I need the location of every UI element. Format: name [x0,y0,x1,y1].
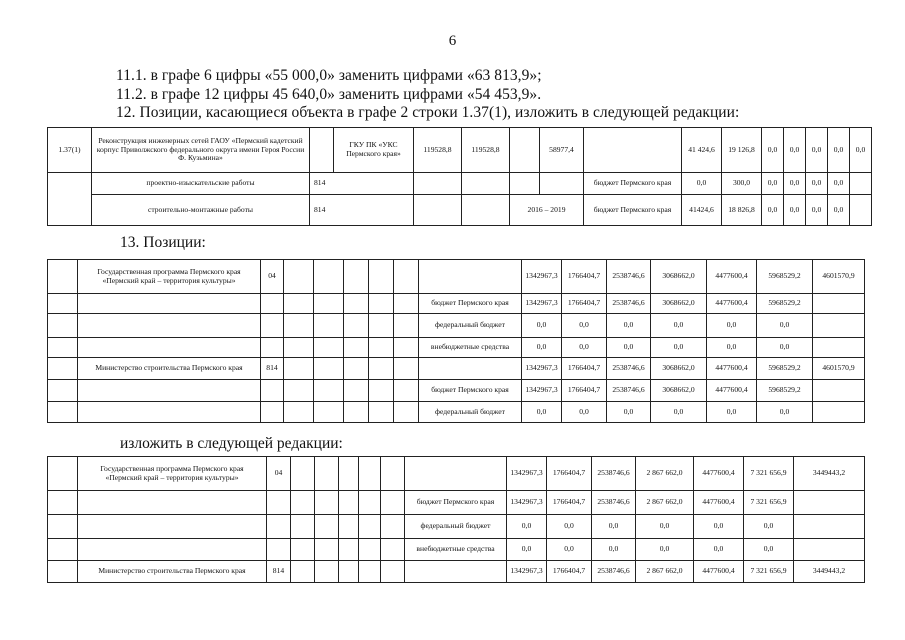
cell-value: 0,0 [806,195,828,226]
cell-value: 0,0 [828,173,850,195]
cell-value: 300,0 [722,173,762,195]
cell-value: 2 867 662,0 [636,561,694,583]
funding-source: федеральный бюджет [405,515,507,539]
cell-value: 0,0 [784,173,806,195]
program-code: 04 [261,260,284,294]
cell-value: 0,0 [547,515,592,539]
table-row [48,338,865,358]
page-number: 6 [448,33,457,49]
cell-value: 3449443,2 [794,561,865,583]
cell-value: 2538746,6 [592,561,636,583]
cell-value: 0,0 [607,314,651,338]
cell-value: 4601570,9 [813,358,865,380]
ministry-code: 814 [267,561,291,583]
cell-value: 0,0 [694,539,744,561]
paragraph-11-2: 11.2. в графе 12 цифры 45 640,0» заменить цифрами «54 453,9». [116,86,542,103]
cell-value: 0,0 [806,173,828,195]
cell-code: 814 [310,173,414,195]
cell-value: 0,0 [651,314,707,338]
object-table [47,127,872,226]
table-row [48,402,865,423]
cell-value: 1766404,7 [547,457,592,491]
funding-source: бюджет Пермского края [419,294,522,314]
cell-value [794,491,865,515]
cell-value: 2538746,6 [592,457,636,491]
ministry-name: Министерство строительства Пермского края [78,358,261,380]
table-row [48,380,865,402]
cell-value: 0,0 [507,539,547,561]
cell-value: 2538746,6 [607,294,651,314]
cell-value: 0,0 [762,195,784,226]
cell-value: 7 321 656,9 [744,491,794,515]
cell-value: 4477600,4 [707,380,757,402]
cell-value: 1342967,3 [522,358,562,380]
cell-value: 1766404,7 [562,260,607,294]
period: 2016 – 2019 [510,195,584,226]
cell-value: 58977,4 [540,128,584,173]
cell-value: 1766404,7 [547,491,592,515]
cell-value: 0,0 [762,173,784,195]
cell-value: 0,0 [562,338,607,358]
cell-value: 5968529,2 [757,260,813,294]
cell-value: 5968529,2 [757,294,813,314]
table-row [48,515,865,539]
cell-value: 5968529,2 [757,358,813,380]
program-name: Государственная программа Пермского края «Пермский край – территория культуры» [78,260,261,294]
cell-value: 1342967,3 [507,457,547,491]
customer-name: ГКУ ПК «УКС Пермского края» [334,128,414,173]
table-row [48,457,865,491]
cell-value: 2 867 662,0 [636,457,694,491]
cell-value: 4477600,4 [707,294,757,314]
paragraph-12: 12. Позиции, касающиеся объекта в графе 2 строки 1.37(1), изложить в следующей редакции: [116,104,740,121]
cell-value [813,380,865,402]
table-row [48,358,865,380]
cell-value: 0,0 [828,195,850,226]
funding-source: бюджет Пермского края [584,195,682,226]
cell-value: 1342967,3 [522,260,562,294]
cell-value [794,539,865,561]
funding-source [405,457,507,491]
cell-value: 0,0 [651,402,707,423]
old-program-table [47,259,865,423]
funding-source: внебюджетные средства [405,539,507,561]
table-row [48,195,872,226]
cell-value [813,338,865,358]
cell-value: 2538746,6 [607,380,651,402]
cell-value: 0,0 [522,402,562,423]
funding-source [405,561,507,583]
cell-value: 1342967,3 [507,561,547,583]
cell-value: 4477600,4 [694,457,744,491]
cell-value: 1766404,7 [562,358,607,380]
cell-value: 0,0 [507,515,547,539]
cell-value: 2 867 662,0 [636,491,694,515]
table-row [48,128,872,173]
cell-value: 3068662,0 [651,294,707,314]
cell-value: 0,0 [762,128,784,173]
cell-value: 18 826,8 [722,195,762,226]
cell-value: 0,0 [607,402,651,423]
new-program-table [47,456,865,583]
funding-source [419,260,522,294]
table-row [48,561,865,583]
cell-value: 0,0 [784,195,806,226]
ministry-name: Министерство строительства Пермского края [78,561,267,583]
cell-value: 1342967,3 [522,294,562,314]
table-row [48,314,865,338]
heading-13: 13. Позиции: [120,234,206,251]
cell-value: 2538746,6 [592,491,636,515]
cell-value: 0,0 [682,173,722,195]
cell-value: 0,0 [651,338,707,358]
ministry-code: 814 [261,358,284,380]
funding-source: бюджет Пермского края [405,491,507,515]
cell-value [813,314,865,338]
funding-source: внебюджетные средства [419,338,522,358]
cell-value: 119528,8 [414,128,462,173]
cell-value: 41424,6 [682,195,722,226]
cell-value: 0,0 [607,338,651,358]
cell-code: 814 [310,195,414,226]
table-row [48,260,865,294]
cell-value: 2538746,6 [607,358,651,380]
funding-source [419,358,522,380]
cell-value: 3068662,0 [651,380,707,402]
cell-value: 0,0 [522,338,562,358]
cell-value: 0,0 [694,515,744,539]
table-row [48,491,865,515]
cell-value: 1766404,7 [562,380,607,402]
cell-value: 0,0 [828,128,850,173]
cell-value: 0,0 [547,539,592,561]
program-name: Государственная программа Пермского края «Пермский край – территория культуры» [78,457,267,491]
cell-value: 7 321 656,9 [744,457,794,491]
object-name: Реконструкция инженерных сетей ГАОУ «Пермский кадетский корпус Приволжского федерального округа имени Героя России Ф. Кузьмина» [92,128,310,173]
heading-new-edition: изложить в следующей редакции: [120,435,343,452]
table-row [48,294,865,314]
cell-value: 0,0 [562,314,607,338]
row-number: 1.37(1) [48,128,92,173]
cell-value: 2538746,6 [607,260,651,294]
cell-value: 0,0 [562,402,607,423]
cell-value: 4477600,4 [694,491,744,515]
cell-value: 0,0 [744,515,794,539]
cell-value: 3449443,2 [794,457,865,491]
cell-value [813,294,865,314]
cell-value: 1342967,3 [522,380,562,402]
cell-value: 0,0 [744,539,794,561]
cell-value [813,402,865,423]
funding-source: бюджет Пермского края [584,173,682,195]
cell-value: 119528,8 [462,128,510,173]
cell-value: 1342967,3 [507,491,547,515]
subrow-name: строительно-монтажные работы [92,195,310,226]
funding-source: федеральный бюджет [419,314,522,338]
cell-value: 0,0 [757,314,813,338]
funding-source: федеральный бюджет [419,402,522,423]
cell-value: 0,0 [636,539,694,561]
cell-value: 4477600,4 [694,561,744,583]
cell-value: 0,0 [592,515,636,539]
cell-value: 0,0 [784,128,806,173]
table-row [48,173,872,195]
program-code: 04 [267,457,291,491]
cell-value: 0,0 [522,314,562,338]
table-row [48,539,865,561]
cell-value: 0,0 [850,128,872,173]
cell-value: 0,0 [806,128,828,173]
cell-value: 3068662,0 [651,260,707,294]
cell-value [794,515,865,539]
cell-value: 0,0 [636,515,694,539]
cell-value: 5968529,2 [757,380,813,402]
cell-value: 0,0 [757,338,813,358]
cell-value: 1766404,7 [562,294,607,314]
cell-value: 0,0 [757,402,813,423]
cell-value: 41 424,6 [682,128,722,173]
funding-source: бюджет Пермского края [419,380,522,402]
cell-value: 4477600,4 [707,358,757,380]
cell-value: 0,0 [592,539,636,561]
cell-value: 0,0 [707,402,757,423]
cell-value: 7 321 656,9 [744,561,794,583]
cell-value: 0,0 [707,314,757,338]
paragraph-11-1: 11.1. в графе 6 цифры «55 000,0» заменить цифрами «63 813,9»; [116,67,542,84]
cell-value: 3068662,0 [651,358,707,380]
cell-value: 19 126,8 [722,128,762,173]
cell-value: 4601570,9 [813,260,865,294]
cell-value: 4477600,4 [707,260,757,294]
subrow-name: проектно-изыскательские работы [92,173,310,195]
cell-value: 0,0 [707,338,757,358]
cell-value: 1766404,7 [547,561,592,583]
